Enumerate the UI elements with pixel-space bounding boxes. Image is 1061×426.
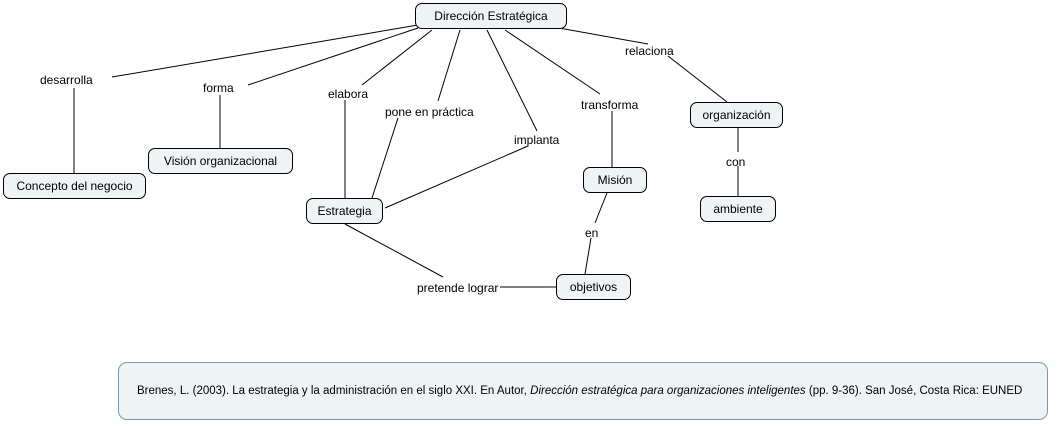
citation-box [118, 362, 1048, 420]
edge-label-relaciona: relaciona [625, 44, 674, 58]
node-label: Dirección Estratégica [434, 9, 548, 23]
node-direccion-estrategica[interactable] [415, 3, 567, 29]
node-label: Visión organizacional [163, 154, 278, 168]
edge-label-pretende-lograr: pretende lograr [417, 281, 499, 295]
node-concepto-del-negocio[interactable] [3, 173, 146, 199]
node-ambiente[interactable] [700, 196, 776, 222]
edge-label-desarrolla: desarrolla [40, 73, 93, 87]
edge-label-con: con [726, 155, 746, 169]
edge-label-forma: forma [203, 81, 234, 95]
node-estrategia[interactable] [306, 198, 383, 224]
node-label: Concepto del negocio [16, 179, 133, 193]
node-mision[interactable] [583, 167, 647, 193]
node-label: Estrategia [317, 204, 372, 218]
citation-text [137, 384, 1022, 399]
node-objetivos[interactable] [556, 274, 631, 300]
citation-prefix: Brenes, L. (2003). La estrategia y la administración en el siglo XXI. En Autor, [137, 384, 531, 397]
node-vision-organizacional[interactable] [148, 148, 293, 174]
edge-label-elabora: elabora [328, 87, 369, 101]
edge-label-pone-en-practica: pone en práctica [385, 105, 474, 119]
node-label: ambiente [713, 202, 763, 216]
edge-label-transforma: transforma [581, 98, 639, 112]
node-label: objetivos [569, 280, 618, 294]
citation-suffix: (pp. 9-36). San José, Costa Rica: EUNED [805, 384, 1023, 397]
edge-label-implanta: implanta [514, 133, 560, 147]
citation-title: Dirección estratégica para organizaciones inteligentes [530, 384, 806, 397]
node-organizacion[interactable] [690, 102, 783, 128]
node-label: Misión [597, 173, 633, 187]
node-label: organización [702, 108, 771, 122]
edge-label-en: en [585, 226, 599, 240]
